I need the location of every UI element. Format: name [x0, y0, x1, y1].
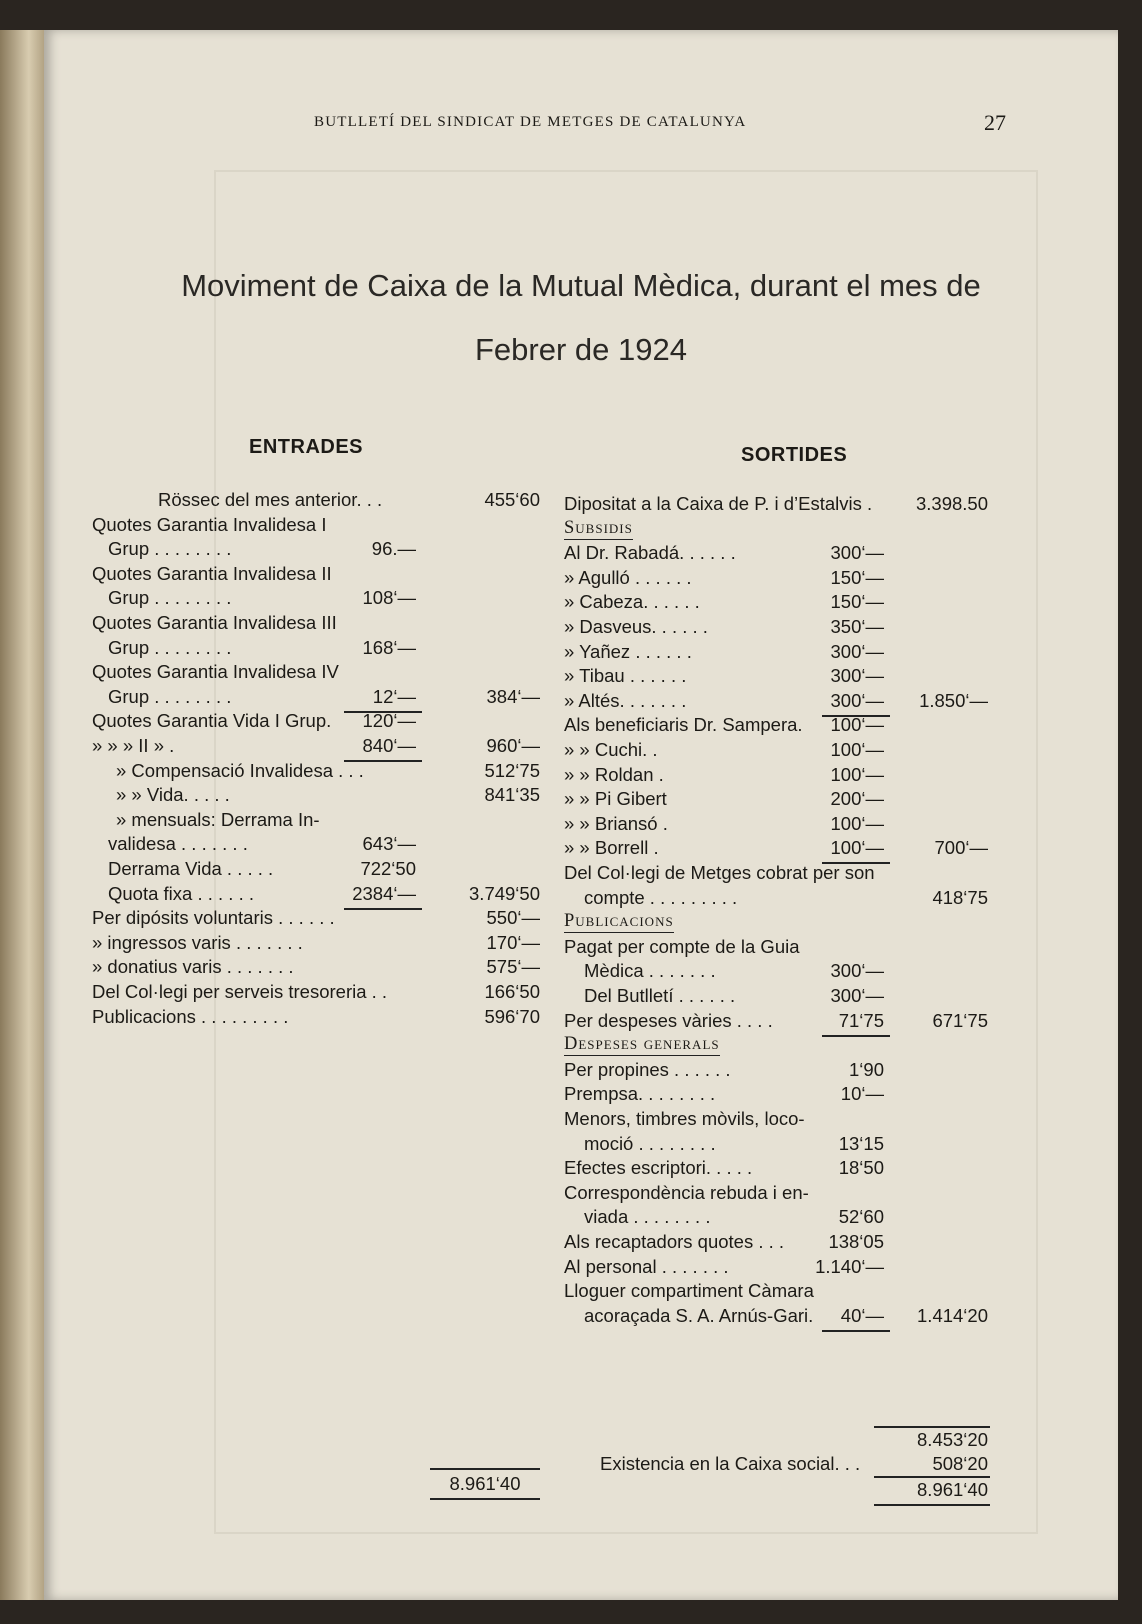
entrades-row-label: » donatius varis . . . . . . .	[92, 956, 294, 978]
page-number: 27	[984, 110, 1006, 135]
entrades-row-label: » ingressos varis . . . . . . .	[92, 931, 303, 953]
entrades-row-label: » Compensació Invalidesa . . .	[116, 759, 364, 781]
entrades-sum-rule	[344, 908, 422, 910]
entrades-total-rule-bottom	[430, 1498, 540, 1500]
entrades-row-subamount: 168‘—	[362, 636, 416, 658]
sortides-row-subamount: 10‘—	[840, 1083, 884, 1105]
sortides-row-subamount: 300‘—	[830, 689, 884, 711]
sortides-row-subamount: 300‘—	[830, 985, 884, 1006]
sortides-row-subamount: 18‘50	[838, 1157, 884, 1179]
entrades-row-label: » » » II » .	[92, 735, 175, 756]
document-title-line-1: Moviment de Caixa de la Mutual Mèdica, durant el mes de	[181, 268, 981, 303]
entrades-row-subamount: 12‘—	[372, 685, 416, 707]
sortides-row-label: » Cabeza. . . . . .	[564, 591, 700, 613]
sortides-row-label: Lloguer compartiment Càmara	[564, 1280, 814, 1302]
sortides-row-subamount: 300‘—	[830, 542, 884, 564]
sortides-row-subamount: 138‘05	[828, 1231, 884, 1252]
sortides-row-total: 3.398.50	[915, 493, 988, 514]
entrades-row-label: Quotes Garantia Invalidesa I	[92, 513, 327, 535]
entrades-row-total: 550‘—	[486, 907, 540, 929]
sortides-row-subamount: 1‘90	[849, 1058, 884, 1080]
sortides-row-label: » » Roldan .	[564, 763, 664, 785]
sortides-row-label: Prempsa. . . . . . . .	[564, 1083, 716, 1105]
entrades-row-label: Quotes Garantia Invalidesa IV	[92, 661, 339, 683]
existencia-value: 508‘20	[932, 1453, 988, 1474]
sortides-row-subamount: 150‘—	[830, 566, 884, 588]
entrades-row-label: validesa . . . . . . .	[108, 833, 248, 855]
sortides-row-label: » Yañez . . . . . .	[564, 640, 692, 662]
entrades-row-label: » » Vida. . . . .	[116, 784, 230, 806]
entrades-row-label: Quotes Garantia Vida I Grup.	[92, 710, 332, 732]
entrades-row-total: 960‘—	[486, 735, 540, 756]
entrades-row-subamount: 96.—	[371, 538, 416, 560]
entrades-row-label: Quotes Garantia Invalidesa III	[92, 612, 337, 633]
entrades-row-label: » mensuals: Derrama In-	[116, 808, 320, 830]
sortides-row-subamount: 150‘—	[830, 591, 884, 613]
sortides-row-label: acoraçada S. A. Arnús-Gari.	[584, 1304, 814, 1326]
book-spine	[0, 30, 48, 1600]
document-title-line-2: Febrer de 1924	[475, 332, 687, 367]
sortides-row-label: » » Borrell .	[564, 837, 659, 859]
sortides-row-subamount: 40‘—	[840, 1304, 884, 1326]
entrades-row-total: 166‘50	[484, 981, 540, 1002]
sortides-row-label: Als beneficiaris Dr. Sampera.	[564, 714, 803, 736]
sortides-subtotal: 8.453‘20	[917, 1429, 988, 1450]
sortides-row-label: Correspondència rebuda i en-	[564, 1181, 809, 1203]
entrades-row-total: 596‘70	[484, 1005, 540, 1027]
entrades-row-label: Quota fixa . . . . . .	[108, 882, 255, 904]
sortides-row-label: Dipositat a la Caixa de P. i d’Estalvis .	[564, 493, 873, 514]
entrades-row-total: 170‘—	[486, 931, 540, 953]
sortides-row-subamount: 13‘15	[838, 1132, 884, 1154]
sortides-row-label: Per despeses vàries . . . .	[564, 1009, 773, 1031]
sortides-row-label: » » Pi Gibert	[564, 788, 667, 810]
entrades-row-total: 384‘—	[486, 685, 540, 707]
sortides-row-label: Del Butlletí . . . . . .	[584, 985, 736, 1006]
entrades-row-subamount: 643‘—	[362, 833, 416, 855]
sortides-total-rule-bottom	[874, 1504, 990, 1506]
sortides-row-label: » » Briansó .	[564, 812, 668, 834]
entrades-row-label: Grup . . . . . . . .	[108, 636, 232, 658]
sortides-row-subamount: 100‘—	[830, 763, 884, 785]
entrades-row-total: 455‘60	[484, 489, 540, 510]
sortides-row-subamount: 300‘—	[830, 640, 884, 662]
sortides-row-label: Mèdica . . . . . . .	[584, 960, 716, 982]
sortides-row-subamount: 100‘—	[830, 837, 884, 859]
sortides-sum-rule	[822, 1035, 890, 1037]
sortides-row-label: » Dasveus. . . . . .	[564, 616, 708, 637]
sortides-row-label: Menors, timbres mòvils, loco-	[564, 1108, 805, 1129]
sortides-row-label: » Agulló . . . . . .	[564, 566, 692, 588]
sortides-row-subamount: 300‘—	[830, 665, 884, 687]
entrades-row-subamount: 108‘—	[362, 587, 416, 609]
sortides-row-label: Per propines . . . . . .	[564, 1058, 731, 1080]
sortides-row-total: 418‘75	[932, 886, 988, 908]
entrades-row-total: 3.749‘50	[469, 882, 540, 904]
sortides-subsection-heading: Despeses generals	[564, 1034, 720, 1055]
sortides-row-total: 700‘—	[934, 837, 988, 859]
sortides-row-label: compte . . . . . . . . .	[584, 886, 738, 908]
sortides-row-label: Pagat per compte de la Guia	[564, 935, 800, 957]
sortides-row-label: viada . . . . . . . .	[584, 1206, 711, 1228]
sortides-heading: SORTIDES	[741, 444, 848, 466]
sortides-row-label: Al Dr. Rabadá. . . . . .	[564, 542, 736, 564]
sortides-row-label: » Tibau . . . . . .	[564, 665, 687, 687]
entrades-row-subamount: 840‘—	[362, 735, 416, 756]
sortides-row-label: Al personal . . . . . . .	[564, 1255, 729, 1277]
entrades-row-label: Grup . . . . . . . .	[108, 538, 232, 560]
sortides-sum-rule	[822, 1330, 890, 1332]
sortides-row-total: 1.414‘20	[917, 1304, 988, 1326]
sortides-row-subamount: 1.140‘—	[815, 1255, 884, 1277]
sortides-grand-total: 8.961‘40	[917, 1479, 988, 1500]
entrades-row-total: 512‘75	[484, 759, 540, 781]
sortides-row-label: Als recaptadors quotes . . .	[564, 1231, 785, 1252]
sortides-row-label: moció . . . . . . . .	[584, 1132, 716, 1154]
sortides-row-label: Del Col·legi de Metges cobrat per son	[564, 862, 875, 883]
entrades-row-label: Rössec del mes anterior. . .	[158, 489, 383, 510]
sortides-row-subamount: 300‘—	[830, 960, 884, 982]
entrades-row-label: Del Col·legi per serveis tresoreria . .	[92, 981, 388, 1002]
sortides-row-subamount: 100‘—	[830, 812, 884, 834]
sortides-row-label: Efectes escriptori. . . . .	[564, 1157, 753, 1179]
sortides-row-subamount: 100‘—	[830, 714, 884, 736]
entrades-row-subamount: 120‘—	[362, 710, 416, 732]
sortides-row-subamount: 52‘60	[838, 1206, 884, 1228]
sortides-row-subamount: 350‘—	[830, 616, 884, 637]
entrades-row-subamount: 722‘50	[360, 858, 416, 879]
sortides-subsection-heading: Subsidis	[564, 517, 633, 538]
sortides-subsection-heading: Publicacions	[564, 911, 674, 932]
running-header: BUTLLETÍ DEL SINDICAT DE METGES DE CATALUNYA	[314, 114, 747, 130]
sortides-row-total: 1.850‘—	[919, 689, 988, 711]
sortides-row-label: » » Cuchi. .	[564, 739, 658, 760]
sortides-row-total: 671‘75	[932, 1009, 988, 1031]
entrades-row-total: 841‘35	[484, 784, 540, 806]
entrades-row-label: Quotes Garantia Invalidesa II	[92, 562, 332, 584]
entrades-grand-total: 8.961‘40	[449, 1473, 521, 1494]
sortides-row-subamount: 100‘—	[830, 739, 884, 760]
sortides-row-subamount: 200‘—	[830, 788, 884, 810]
document-page	[44, 30, 1118, 1600]
entrades-heading: ENTRADES	[249, 436, 364, 458]
entrades-row-label: Per dipósits voluntaris . . . . . .	[92, 907, 335, 929]
entrades-row-label: Grup . . . . . . . .	[108, 685, 232, 707]
entrades-total-rule-top	[430, 1468, 540, 1470]
entrades-row-label: Derrama Vida . . . . .	[108, 858, 274, 879]
entrades-row-subamount: 2384‘—	[352, 882, 416, 904]
entrades-row-label: Grup . . . . . . . .	[108, 587, 232, 609]
sortides-row-subamount: 71‘75	[838, 1009, 884, 1031]
existencia-label: Existencia en la Caixa social. . .	[600, 1453, 861, 1474]
entrades-row-label: Publicacions . . . . . . . . .	[92, 1005, 289, 1027]
sortides-row-label: » Altés. . . . . . .	[564, 689, 687, 711]
entrades-row-total: 575‘—	[486, 956, 540, 978]
